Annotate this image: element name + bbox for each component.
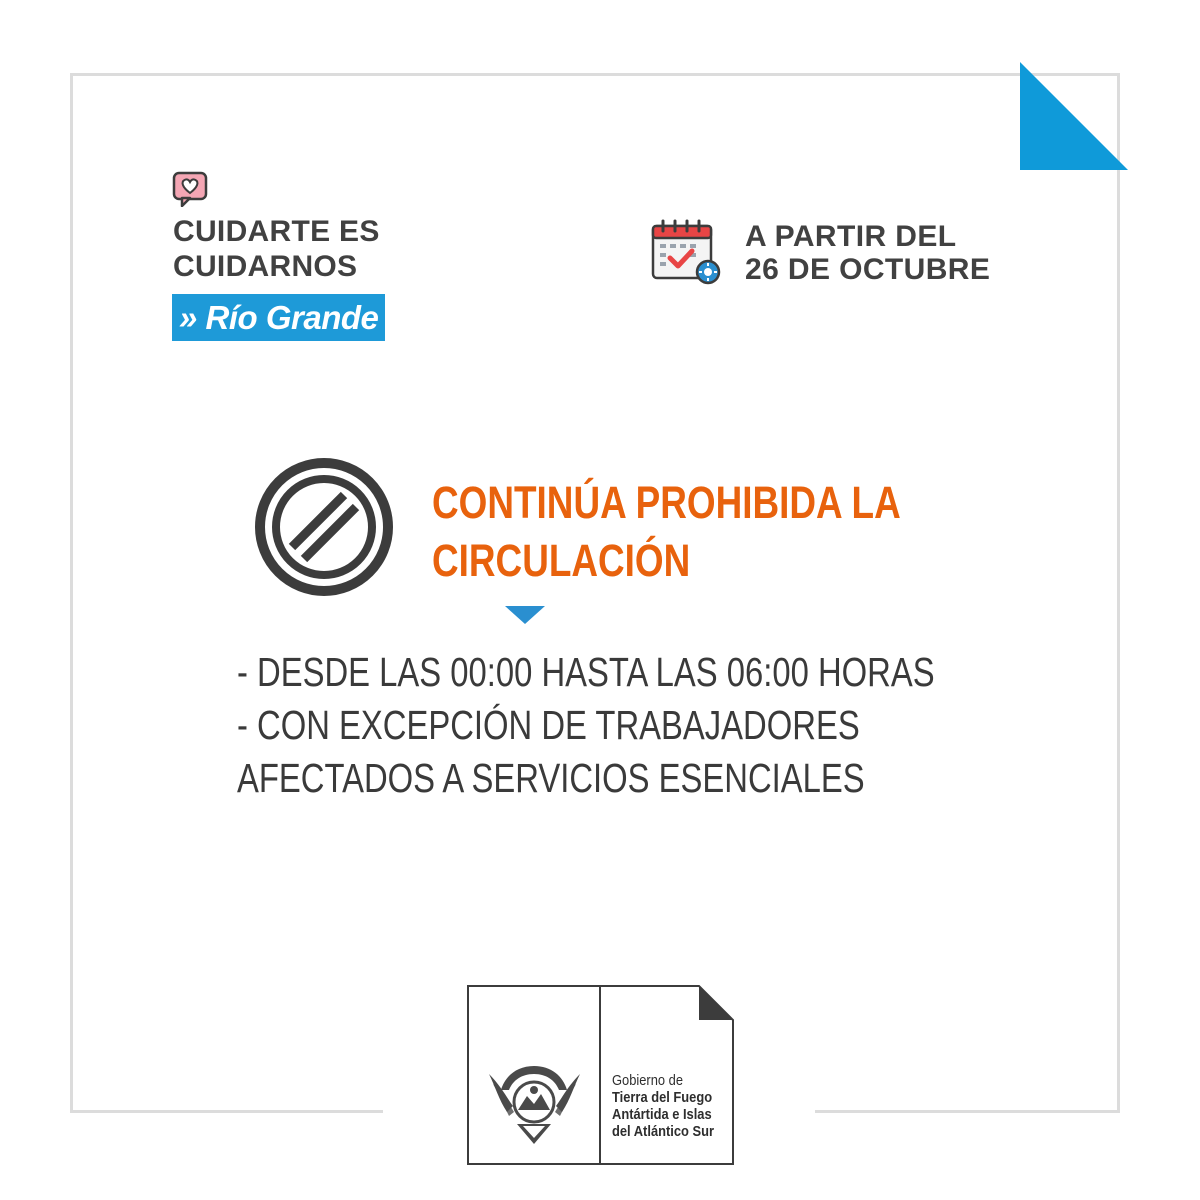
- start-date-line2: 26 DE OCTUBRE: [745, 253, 991, 286]
- campaign-title: [173, 214, 493, 284]
- corner-triangle-decoration: [1020, 62, 1128, 170]
- notice-detail-line2: - CON EXCEPCIÓN DE TRABAJADORES: [237, 702, 860, 748]
- notice-heading-line1: CONTINÚA PROHIBIDA LA: [432, 477, 901, 528]
- government-name: [612, 1072, 715, 1140]
- notice-detail-line3: AFECTADOS A SERVICIOS ESENCIALES: [237, 755, 865, 801]
- heart-chat-icon: [172, 171, 208, 207]
- government-name-line4: del Atlántico Sur: [612, 1123, 715, 1140]
- frame-left: [70, 73, 73, 1113]
- notice-heading: [432, 474, 901, 590]
- calendar-check-icon: [651, 218, 723, 286]
- notice-detail-line1: - DESDE LAS 00:00 HASTA LAS 06:00 HORAS: [237, 649, 935, 695]
- start-date: [745, 220, 1045, 286]
- start-date-line1: A PARTIR DEL: [745, 220, 957, 253]
- government-crest-icon: [487, 1060, 582, 1148]
- frame-right: [1117, 73, 1120, 1113]
- frame-top: [70, 73, 1120, 76]
- campaign-title-line2: CUIDARNOS: [173, 250, 358, 283]
- government-name-line2: Tierra del Fuego: [612, 1089, 713, 1106]
- frame-bottom-right: [815, 1110, 1120, 1113]
- city-tag: » Río Grande: [172, 294, 385, 341]
- frame-bottom-left: [70, 1110, 383, 1113]
- government-name-line1: Gobierno de: [612, 1072, 684, 1089]
- notice-heading-line2: CIRCULACIÓN: [432, 535, 691, 586]
- campaign-title-line1: CUIDARTE ES: [173, 215, 380, 248]
- notice-details: [237, 646, 935, 805]
- prohibited-icon: [254, 457, 394, 597]
- down-arrow-icon: [505, 606, 545, 626]
- government-name-line3: Antártida e Islas: [612, 1106, 712, 1123]
